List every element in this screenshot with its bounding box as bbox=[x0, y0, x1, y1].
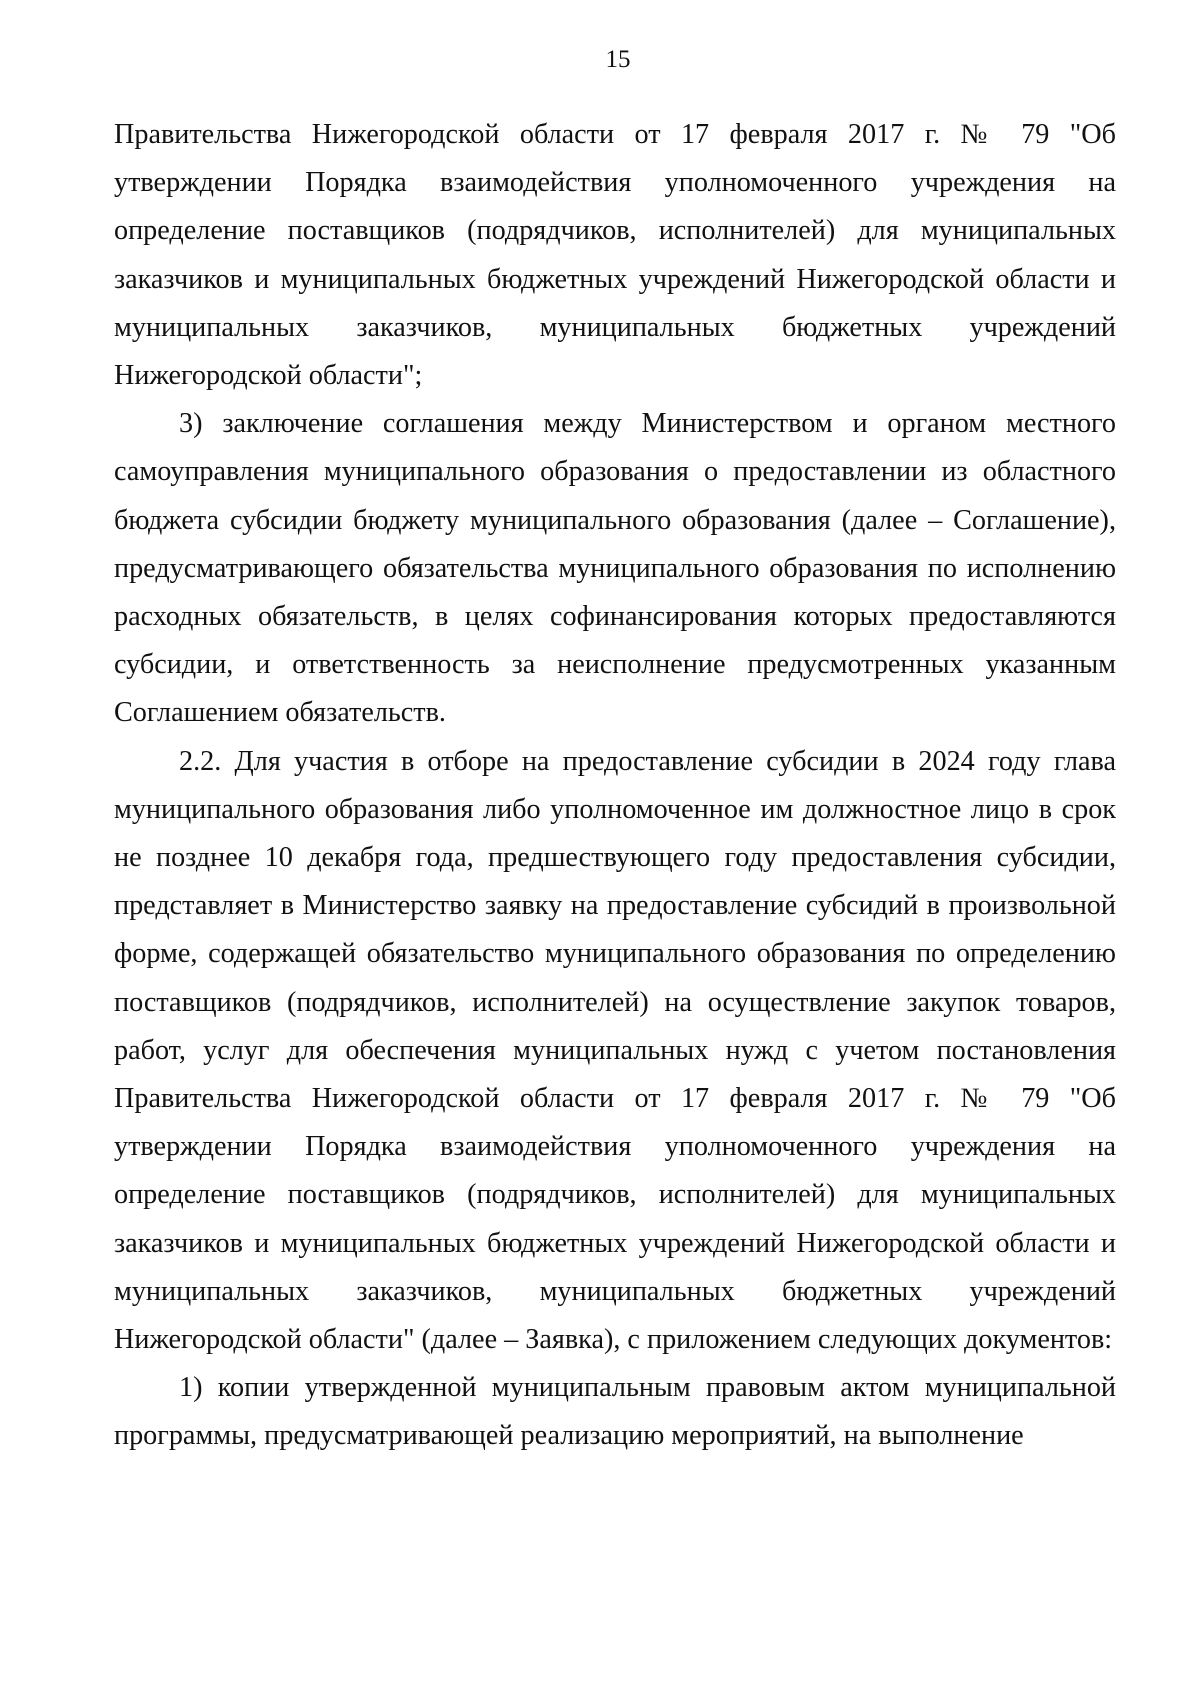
document-body bbox=[114, 111, 1116, 1461]
paragraph-continuation: Правительства Нижегородской области от 17 февраля 2017 г. № 79 "Об утверждении Порядка взаимодействия уполномоченного учреждения на определение поставщиков (подрядчиков, исполнителей) для муниципальных заказчиков и муниципальных бюджетных учреждений Нижегородской области и муниципальных заказчиков, муниципальных бюджетных учреждений Нижегородской области"; bbox=[114, 119, 1116, 392]
paragraph-2-2-application: 2.2. Для участия в отборе на предоставление субсидии в 2024 году глава муниципального образования либо уполномоченное им должностное лицо в срок не позднее 10 декабря года, предшествующего году предоставления субсидии, представляет в Министерство заявку на предоставление субсидий в произвольной форме, содержащей обязательство муниципального образования по определению поставщиков (подрядчиков, исполнителей) на осуществление закупок товаров, работ, услуг для обеспечения муниципальных нужд с учетом постановления Правительства Нижегородской области от 17 февраля 2017 г. № 79 "Об утверждении Порядка взаимодействия уполномоченного учреждения на определение поставщиков (подрядчиков, исполнителей) для муниципальных заказчиков и муниципальных бюджетных учреждений Нижегородской области и муниципальных заказчиков, муниципальных бюджетных учреждений Нижегородской области" (далее – Заявка), с приложением следующих документов: bbox=[114, 745, 1116, 1356]
page-number: 15 bbox=[605, 46, 631, 73]
paragraph-item-3-agreement: 3) заключение соглашения между Министерством и органом местного самоуправления муниципального образования о предоставлении из областного бюджета субсидии бюджету муниципального образования (далее – Соглашение), предусматривающего обязательства муниципального образования по исполнению расходных обязательств, в целях софинансирования которых предоставляются субсидии, и ответственность за неисполнение предусмотренных указанным Соглашением обязательств. bbox=[114, 408, 1116, 729]
paragraph-item-1-program-copy: 1) копии утвержденной муниципальным правовым актом муниципальной программы, предусматривающей реализацию мероприятий, на выполнение bbox=[114, 1372, 1116, 1452]
